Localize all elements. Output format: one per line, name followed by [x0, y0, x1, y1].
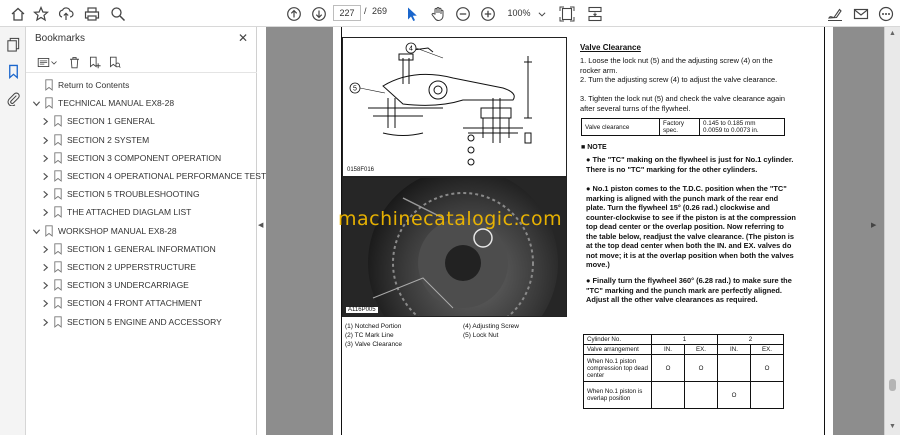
rocker-arm-figure [342, 37, 567, 177]
step-2: 2. Turn the adjusting screw (4) to adjust the valve clearance. [580, 75, 778, 84]
row-overlap-label: When No.1 piston is overlap position [584, 382, 652, 409]
callout-4: 4 [409, 45, 413, 53]
note-2-text: No.1 piston comes to the T.D.C. position when the "TC" marking is aligned with the punch mark of the rear end plate. Turn the flywheel 15° (0.26 rad.) clockwise and counter-clockwise to see if the piston is at the compression top dead center or the overlap position. Now referring to the table below, readjust the valve clearance. (The piston is at the top dead center when both the IN. and EX. valves do not move; it is at the overlap position when both the valves move.) [586, 184, 796, 269]
bookmark-ribbon-icon [54, 115, 62, 127]
bookmark-item[interactable] [26, 241, 257, 258]
expand-right-chevron-icon[interactable] [41, 154, 50, 163]
bookmark-ribbon-icon [45, 97, 53, 109]
bookmark-label: WORKSHOP MANUAL EX8-28 [58, 225, 177, 236]
fit-page-icon[interactable] [557, 4, 576, 23]
rocker-arm-drawing [343, 38, 566, 176]
top-toolbar [0, 0, 900, 27]
page-separator: / [364, 6, 367, 16]
spec-value [700, 119, 785, 136]
row2-mark-3: O [718, 382, 751, 409]
chevron-down-icon[interactable] [537, 4, 547, 23]
expand-right-chevron-icon[interactable] [41, 318, 50, 327]
bookmark-label: THE ATTACHED DIAGLAM LIST [67, 207, 192, 218]
cyl-2-header: 2 [718, 335, 784, 345]
expand-right-pane-handle[interactable]: ▶ [871, 222, 877, 229]
row2-mark-4 [751, 382, 784, 409]
page-down-icon[interactable] [309, 4, 328, 23]
bookmark-ribbon-icon [54, 188, 62, 200]
bookmark-label: SECTION 5 TROUBLESHOOTING [67, 189, 200, 200]
expand-right-chevron-icon[interactable] [41, 136, 50, 145]
bookmark-item[interactable] [26, 168, 267, 185]
bookmark-label: SECTION 4 OPERATIONAL PERFORMANCE TEST [67, 171, 267, 181]
hand-icon[interactable] [428, 4, 447, 23]
bookmark-label: SECTION 5 ENGINE AND ACCESSORY [67, 316, 222, 327]
pdf-page [333, 27, 833, 435]
expand-right-chevron-icon[interactable] [41, 299, 50, 308]
bookmark-item[interactable] [26, 259, 257, 276]
watermark-text: machinecatalogic.com [338, 208, 563, 230]
legend-item-2: (2) TC Mark Line [345, 332, 394, 339]
home-icon[interactable] [8, 4, 27, 23]
step-3: 3. Tighten the lock nut (5) and check the valve clearance again after several turns of the flywheel. [580, 94, 786, 113]
figure-1-code: 0158F016 [347, 167, 375, 173]
legend-item-1: (1) Notched Portion [345, 323, 402, 330]
zoom-level-select[interactable]: 100% [507, 8, 531, 18]
expand-right-chevron-icon[interactable] [41, 117, 50, 126]
options-chevron-icon[interactable] [50, 54, 58, 70]
valve-in-1: IN. [652, 345, 685, 355]
cylinder-valve-table [583, 334, 784, 409]
spec-type: Factory spec. [660, 119, 700, 136]
legend-item-4: (4) Adjusting Screw [463, 323, 519, 330]
scrollbar-thumb[interactable] [889, 379, 896, 391]
expand-right-chevron-icon[interactable] [41, 263, 50, 272]
add-bookmark-icon[interactable] [86, 54, 102, 70]
bookmark-item[interactable] [26, 77, 257, 94]
bookmark-ribbon-icon [54, 279, 62, 291]
bookmark-ribbon-icon [54, 134, 62, 146]
collapse-panel-handle[interactable]: ◀ [258, 222, 264, 229]
search-zoom-icon[interactable] [108, 4, 127, 23]
page-up-icon[interactable] [284, 4, 303, 23]
page-thumbnails-icon[interactable] [4, 35, 22, 53]
select-arrow-icon[interactable] [402, 4, 421, 23]
bookmark-label: SECTION 1 GENERAL [67, 116, 155, 127]
expand-down-chevron-icon[interactable] [32, 227, 41, 236]
bookmark-label: SECTION 2 SYSTEM [67, 134, 150, 145]
bookmark-ribbon-icon [45, 225, 53, 237]
row1-mark-4: O [751, 355, 784, 382]
delete-bookmark-icon[interactable] [66, 54, 82, 70]
bookmark-item[interactable] [26, 150, 257, 167]
valve-ex-1: EX. [685, 345, 718, 355]
row2-mark-2 [685, 382, 718, 409]
bookmark-item[interactable] [26, 314, 257, 331]
bookmarks-toolbar [26, 51, 257, 73]
bookmarks-panel-icon[interactable] [4, 62, 22, 80]
bookmark-label: TECHNICAL MANUAL EX8-28 [58, 98, 175, 109]
bookmark-label: Return to Contents [58, 80, 130, 90]
step-1: 1. Loose the lock nut (5) and the adjusting screw (4) on the rocker arm. [580, 56, 773, 75]
bookmark-options-icon[interactable] [35, 54, 51, 70]
note-3: ● Finally turn the flywheel 360° (6.28 rad.) to make sure the "TC" marking and the punch mark are perfectly aligned. Adjust all the other valve clearances as required. [586, 276, 792, 304]
sign-icon[interactable] [825, 4, 844, 23]
bookmark-item[interactable] [26, 223, 257, 240]
expand-right-chevron-icon[interactable] [41, 190, 50, 199]
bookmark-star-icon[interactable] [31, 4, 50, 23]
bookmark-ribbon-icon [54, 297, 62, 309]
row-compression-label: When No.1 piston compression top dead center [584, 355, 652, 382]
expand-right-chevron-icon[interactable] [41, 245, 50, 254]
bookmark-label: SECTION 4 FRONT ATTACHMENT [67, 298, 203, 309]
close-panel-button[interactable]: ✕ [237, 31, 249, 45]
row1-mark-2: O [685, 355, 718, 382]
left-nav-rail [0, 27, 26, 435]
total-pages: 269 [372, 6, 388, 16]
row2-mark-1 [652, 382, 685, 409]
bookmark-item[interactable] [26, 204, 257, 221]
spec-label: Valve clearance [582, 119, 660, 136]
valve-in-2: IN. [718, 345, 751, 355]
flywheel-photo [342, 177, 567, 317]
note-3-text: Finally turn the flywheel 360° (6.28 rad.) to make sure the "TC" marking and the punch mark are perfectly aligned. Adjust all the other valve clearances as required. [586, 276, 792, 304]
row1-mark-3 [718, 355, 751, 382]
expand-down-chevron-icon[interactable] [32, 99, 41, 108]
cyl-1-header: 1 [652, 335, 718, 345]
bookmark-ribbon-icon [54, 170, 62, 182]
upload-icon[interactable] [56, 4, 75, 23]
bookmark-item[interactable] [26, 95, 257, 112]
bookmarks-panel-title: Bookmarks [35, 33, 86, 44]
bookmark-ribbon-icon [45, 79, 53, 91]
bookmark-ribbon-icon [54, 316, 62, 328]
note-heading: ■ NOTE [581, 144, 607, 151]
bookmark-label: SECTION 2 UPPERSTRUCTURE [67, 262, 196, 272]
note-1: ● The "TC" making on the flywheel is just for No.1 cylinder. There is no "TC" marking for the other cylinders. [586, 155, 794, 174]
bookmarks-panel [26, 27, 267, 435]
cyl-header-label: Cylinder No. [584, 335, 652, 345]
page-number-input[interactable]: 227 [333, 5, 361, 21]
note-title: NOTE [587, 144, 607, 151]
bookmark-ribbon-icon [54, 261, 62, 273]
bookmark-item[interactable] [26, 132, 257, 149]
scroll-down-arrow[interactable]: ▼ [889, 423, 896, 430]
bookmark-ribbon-icon [54, 243, 62, 255]
spec-value-in: 0.0059 to 0.0073 in. [703, 127, 759, 134]
find-bookmark-icon[interactable] [106, 54, 122, 70]
expand-right-chevron-icon[interactable] [41, 281, 50, 290]
bookmark-item[interactable] [26, 277, 257, 294]
zoom-in-icon[interactable] [478, 4, 497, 23]
more-icon[interactable] [876, 4, 895, 23]
legend-item-3: (3) Valve Clearance [345, 341, 402, 348]
callout-5: 5 [353, 85, 357, 93]
section-title: Valve Clearance [580, 43, 641, 52]
flywheel-photo-art [343, 178, 566, 316]
bookmark-ribbon-icon [54, 206, 62, 218]
bookmark-label: SECTION 3 UNDERCARRIAGE [67, 280, 189, 291]
note-2: ● No.1 piston comes to the T.D.C. position when the "TC" marking is aligned with the punch mark of the rear end plate. Turn the flywheel 15° (0.26 rad.) clockwise and counter-clockwise to see if the piston is at the compression top dead center or the overlap position. Now referring to the table below, readjust the valve clearance. (The piston is at the top dead center when both the IN. and EX. valves do not move; it is at the overlap position when both the valves move.) [586, 184, 796, 269]
legend-item-5: (5) Lock Nut [463, 332, 499, 339]
expand-right-chevron-icon[interactable] [41, 172, 50, 181]
valve-clearance-spec-table [581, 118, 785, 136]
bookmark-item[interactable] [26, 186, 257, 203]
spec-value-mm: 0.145 to 0.185 mm [703, 120, 756, 127]
valve-arrangement-label: Valve arrangement [584, 345, 652, 355]
bookmark-label: SECTION 3 COMPONENT OPERATION [67, 152, 222, 163]
bookmark-item[interactable] [26, 295, 257, 312]
valve-ex-2: EX. [751, 345, 784, 355]
bookmark-item[interactable] [26, 113, 257, 130]
email-icon[interactable] [851, 4, 870, 23]
attachments-icon[interactable] [4, 89, 22, 107]
print-icon[interactable] [82, 4, 101, 23]
bookmark-label: SECTION 1 GENERAL INFORMATION [67, 243, 216, 254]
expand-right-chevron-icon[interactable] [41, 208, 50, 217]
vertical-scrollbar[interactable] [884, 27, 900, 435]
scroll-up-arrow[interactable]: ▲ [889, 30, 896, 37]
figure-2-code: A116P005 [348, 307, 376, 313]
bookmark-ribbon-icon [54, 152, 62, 164]
row1-mark-1: O [652, 355, 685, 382]
scroll-mode-icon[interactable] [585, 4, 604, 23]
note-1-text: The "TC" making on the flywheel is just for No.1 cylinder. There is no "TC" marking for the other cylinders. [586, 155, 794, 174]
zoom-out-icon[interactable] [453, 4, 472, 23]
